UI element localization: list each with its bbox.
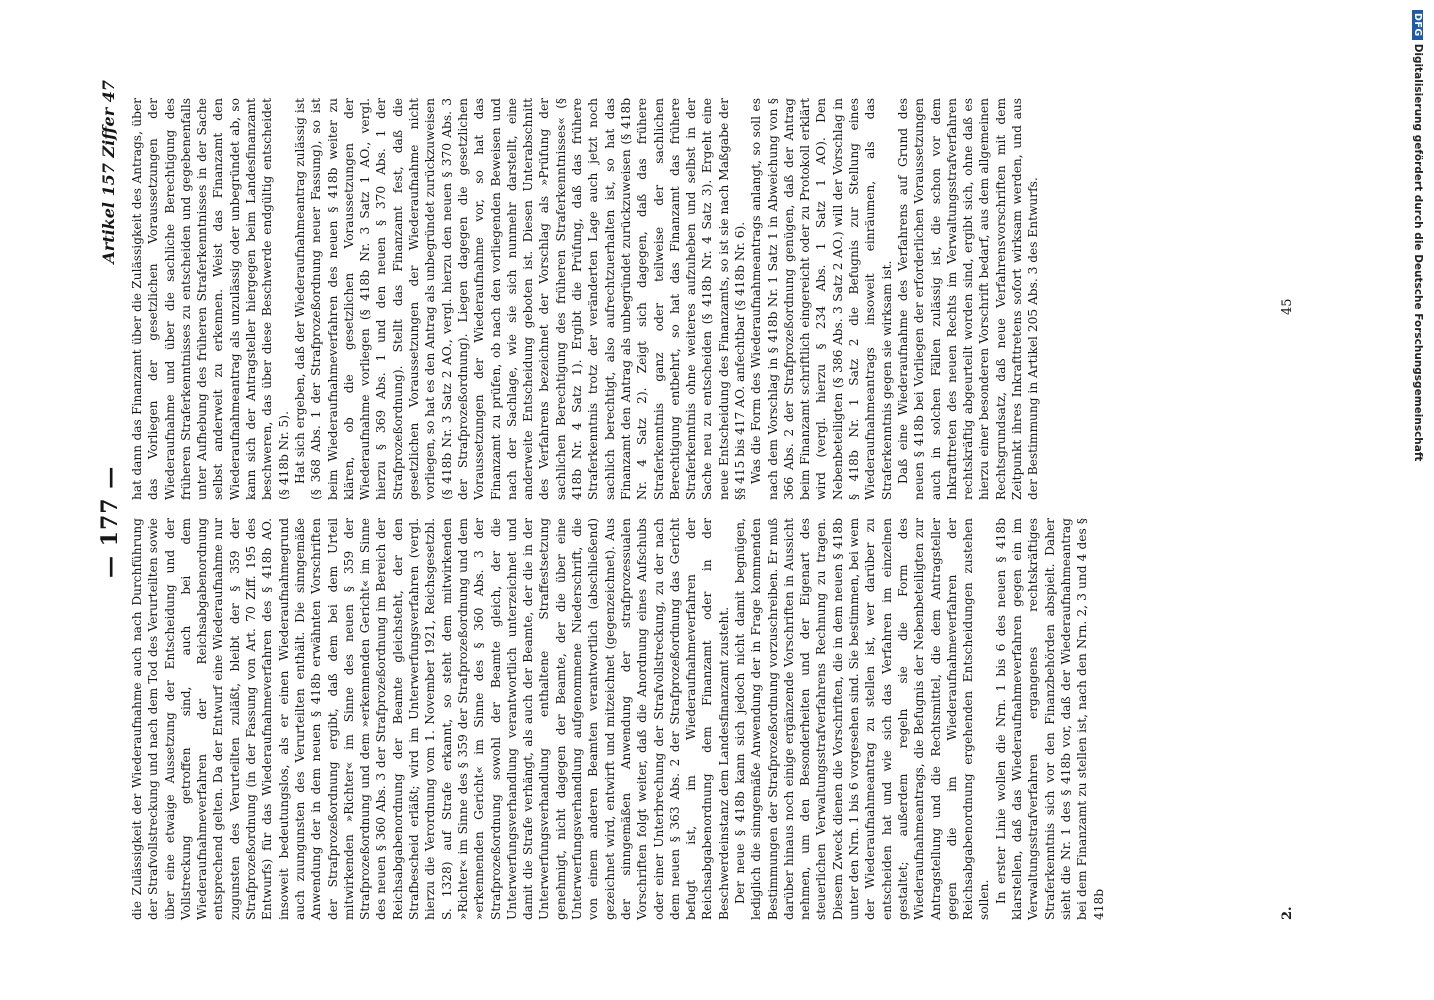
paragraph: In erster Linie wollen die Nrn. 1 bis 6 des neuen § 418b klarstellen, daß das Wiederaufnahmeverfahren gegen ein im Verwaltungsstrafverfahren ergangenes rechtskräftiges Straferkenntnis sich vor den Finanzbehörden abspielt. Daher sieht die Nr. 1 des § 418b vor, daß der Wiederaufnahmeantrag bei dem Finanzamt zu stellen ist, nach den Nrn. 2, 3 und 4 des § 418b: [993, 518, 1106, 920]
footnote-marker: 2.: [1280, 906, 1295, 920]
imprint-text: Digitalisierung gefördert durch die Deutsche Forschungsgemeinschaft: [1412, 43, 1424, 462]
dfg-logo-icon: DFG: [1412, 10, 1423, 40]
page-number: — 177 —: [97, 465, 123, 578]
paragraph: Daß eine Wiederaufnahme des Verfahrens auf Grund des neuen § 418b bei Vorliegen der erforderlichen Voraussetzungen auch in solchen Fällen zulässig ist, die schon vor dem Inkrafttreten des neuen Rechts im Verwaltungsstrafverfahren rechtskräftig abgeurteilt worden sind, ergibt sich, ohne daß es hierzu einer besonderen Vorschrift bedarf, aus dem allgemeinen Rechtsgrundsatz, daß neue Verfahrensvorschriften mit dem Zeitpunkt ihres Inkrafttretens sofort wirksam werden, und aus der Bestimmung in Artikel 205 Abs. 3 des Entwurfs.: [895, 98, 1041, 500]
text-column-left: [129, 518, 1107, 920]
paragraph: hat dann das Finanzamt über die Zulässigkeit des Antrags, über das Vorliegen der gesetzlichen Voraussetzungen der Wiederaufnahme und über die sachliche Berechtigung des früheren Straferkenntnisses zu entscheiden und gegebenenfalls unter Aufhebung des früheren Straferkenntnisses in der Sache selbst anderweit zu erkennen. Weist das Finanzamt den Wiederaufnahmeantrag als unzulässig oder unbegründet ab, so kann sich der Antragsteller hiergegen beim Landesfinanzamt beschweren, das über diese Beschwerde endgültig entscheidet (§ 418b Nr. 5).: [130, 98, 291, 500]
paragraph: Der neue § 418b kann sich jedoch nicht damit begnügen, lediglich die sinngemäße Anwendung der in Frage kommenden Bestimmungen der Strafprozeßordnung vorzuschreiben. Er muß darüber hinaus noch einige ergänzende Vorschriften in Aussicht nehmen, um den Besonderheiten und der Eigenart des steuerlichen Verwaltungsstrafverfahrens Rechnung zu tragen. Diesem Zweck dienen die Vorschriften, die in dem neuen § 418b unter den Nrn. 1 bis 6 vorgesehen sind. Sie bestimmen, bei wem der Wiederaufnahmeantrag zu stellen ist, wer darüber zu entscheiden hat und wie sich das Verfahren im einzelnen gestaltet; außerdem regeln sie die Form des Wiederaufnahmeantrags, die Befugnis der Nebenbeteiligten zur Antragstellung und die Rechtsmittel, die dem Antragsteller gegen die im Wiederaufnahmeverfahren der Reichsabgabenordnung ergehenden Entscheidungen zustehen sollen.: [732, 518, 992, 920]
text-column-right: [129, 98, 1042, 500]
page-header: [97, 80, 125, 920]
folio-number: 45: [1280, 298, 1295, 315]
document-page: [97, 80, 1312, 920]
running-head: Artikel 157 Ziffer 47: [99, 80, 118, 264]
dfg-imprint: [1412, 10, 1424, 461]
paragraph: Was die Form des Wiederaufnahmeantrags anlangt, so soll es nach dem Vorschlag in § 418b Nr. 1 Satz 1 in Abweichung von § 366 Abs. 2 der Strafprozeßordnung genügen, daß der Antrag beim Finanzamt schriftlich eingereicht oder zu Protokoll erklärt wird (vergl. hierzu § 234 Abs. 1 Satz 1 AO). Den Nebenbeteiligten (§ 386 Abs. 3 Satz 2 AO.) will der Vorschlag in § 418b Nr. 1 Satz 2 die Befugnis zur Stellung eines Wiederaufnahmeantrags insoweit einräumen, als das Straferkenntnis gegen sie wirksam ist.: [749, 98, 894, 500]
paragraph: Hat sich ergeben, daß der Wiederaufnahmeantrag zulässig ist (§ 368 Abs. 1 der Strafprozeßordnung neuer Fassung), so ist beim Wiederaufnahmeverfahren des neuen § 418b weiter zu klären, ob die gesetzlichen Voraussetzungen der Wiederaufnahme vorliegen (§ 418b Nr. 3 Satz 1 AO., vergl. hierzu § 369 Abs. 1 und den neuen § 370 Abs. 1 der Strafprozeßordnung). Stellt das Finanzamt fest, daß die gesetzlichen Voraussetzungen der Wiederaufnahme nicht vorliegen, so hat es den Antrag als unbegründet zurückzuweisen (§ 418b Nr. 3 Satz 2 AO., vergl. hierzu den neuen § 370 Abs. 3 der Strafprozeßordnung). Liegen dagegen die gesetzlichen Voraussetzungen der Wiederaufnahme vor, so hat das Finanzamt zu prüfen, ob nach den vorliegenden Beweisen und nach der Sachlage, wie sie sich nunmehr darstellt, eine anderweite Entscheidung geboten ist. Diesen Unterabschnitt des Verfahrens bezeichnet der Vorschlag als »Prüfung der sachlichen Berechtigung des früheren Straferkenntnisses« (§ 418b Nr. 4 Satz 1). Ergibt die Prüfung, daß das frühere Straferkenntnis trotz der veränderten Lage auch jetzt noch sachlich berechtigt, also aufrechtzuerhalten ist, so hat das Finanzamt den Antrag als unbegründet zurückzuweisen (§ 418b Nr. 4 Satz 2). Zeigt sich dagegen, daß das frühere Straferkenntnis ganz oder teilweise der sachlichen Berechtigung entbehrt, so hat das Finanzamt das frühere Straferkenntnis ohne weiteres aufzuheben und selbst in der Sache neu zu entscheiden (§ 418b Nr. 4 Satz 3). Ergeht eine neue Entscheidung des Finanzamts, so ist sie nach Maßgabe der §§ 415 bis 417 AO. anfechtbar (§ 418b Nr. 6).: [292, 98, 747, 500]
paragraph: die Zulässigkeit der Wiederaufnahme auch nach Durchführung der Strafvollstreckung und nach dem Tod des Verurteilten sowie über eine etwaige Aussetzung der Entscheidung und der Vollstreckung getroffen sind, auch bei dem Wiederaufnahmeverfahren der Reichsabgabenordnung entsprechend gelten. Da der Entwurf eine Wiederaufnahme nur zugunsten des Verurteilten zuläßt, bleibt der § 359 der Strafprozeßordnung (in der Fassung von Art. 70 Ziff. 195 des Entwurfs) für das Wiederaufnahmeverfahren des § 418b AO. insoweit bedeutungslos, als er einen Wiederaufnahmegrund auch zuungunsten des Verurteilten enthält. Die sinngemäße Anwendung der in dem neuen § 418b erwähnten Vorschriften der Strafprozeßordnung ergibt, daß dem bei dem Urteil mitwirkenden »Richter« im Sinne des neuen § 359 der Strafprozeßordnung und dem »erkennenden Gericht« im Sinne des neuen § 360 Abs. 3 der Strafprozeßordnung im Bereich der Reichsabgabenordnung der Beamte gleichsteht, der den Strafbescheid erläßt; wird im Unterwerfungsverfahren (vergl. hierzu die Verordnung vom 1. November 1921, Reichsgesetzbl. S. 1328) auf Strafe erkannt, so steht dem mitwirkenden »Richter« im Sinne des § 359 der Strafprozeßordnung und dem »erkennenden Gericht« im Sinne des § 360 Abs. 3 der Strafprozeßordnung sowohl der Beamte gleich, der die Unterwerfungsverhandlung verantwortlich unterzeichnet und damit die Strafe verhängt, als auch der Beamte, der die in der Unterwerfungsverhandlung enthaltene Straffestsetzung genehmigt, nicht dagegen der Beamte, der die über eine Unterwerfungsverhandlung aufgenommene Niederschrift, die von einem anderen Beamten verantwortlich (abschließend) gezeichnet wird, entwirft und mitzeichnet (gegenzeichnet). Aus der sinngemäßen Anwendung der strafprozessualen Vorschriften folgt weiter, daß die Anordnung eines Aufschubs oder einer Unterbrechung der Strafvollstreckung, zu der nach dem neuen § 363 Abs. 2 der Strafprozeßordnung das Gericht befugt ist, im Wiederaufnahmeverfahren der Reichsabgabenordnung dem Finanzamt oder in der Beschwerdeinstanz dem Landesfinanzamt zusteht.: [130, 518, 731, 920]
